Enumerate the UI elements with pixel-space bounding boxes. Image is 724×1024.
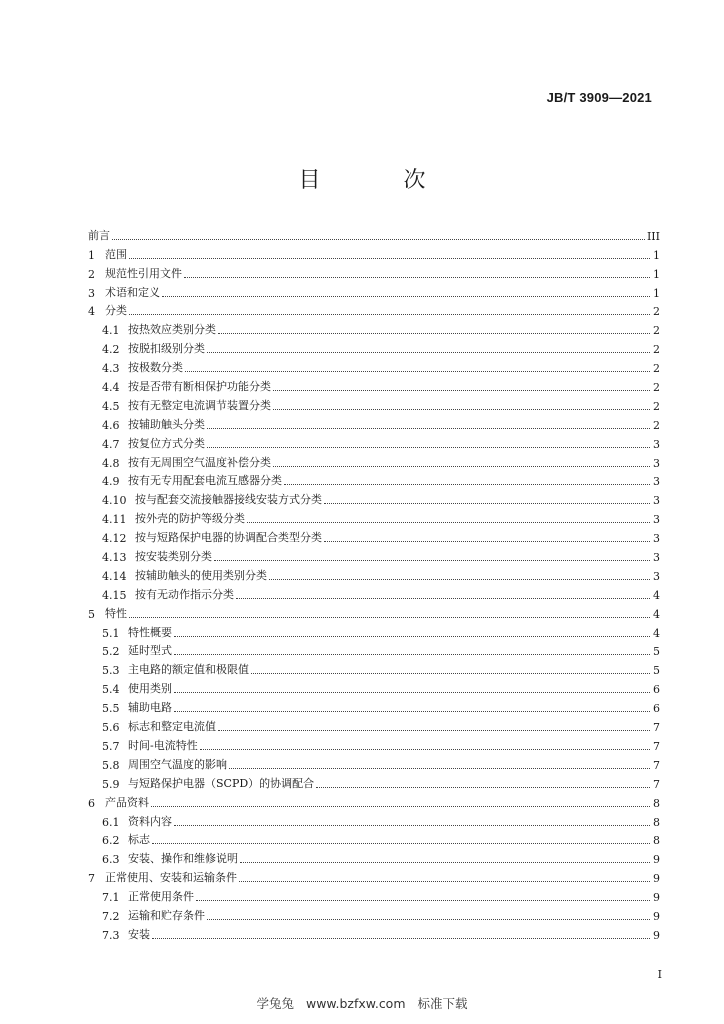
toc-entry-number: 7.3 <box>102 928 120 942</box>
toc-entry-number: 4.2 <box>102 343 120 357</box>
toc-dot-leader <box>273 466 650 467</box>
toc-entry-number: 5.8 <box>102 758 120 772</box>
toc-entry-title: 按有无动作指示分类 <box>135 587 234 601</box>
toc-dot-leader <box>184 277 650 278</box>
toc-entry-number: 4.10 <box>102 494 127 508</box>
toc-entry-title: 安装、操作和维修说明 <box>128 852 238 866</box>
toc-entry-page: 2 <box>653 381 660 395</box>
toc-entry-number: 6.2 <box>102 834 120 848</box>
toc-entry[interactable] <box>88 470 660 489</box>
toc-entry[interactable] <box>88 356 660 375</box>
toc-entry-title: 按是否带有断相保护功能分类 <box>128 380 271 394</box>
toc-entry-page: 2 <box>653 305 660 319</box>
toc-dot-leader <box>207 428 650 429</box>
toc-entry-title: 按外壳的防护等级分类 <box>135 512 245 526</box>
toc-entry-number: 5.3 <box>102 664 120 678</box>
toc-entry[interactable] <box>88 375 660 394</box>
toc-entry[interactable] <box>88 658 660 677</box>
toc-entry[interactable] <box>88 337 660 356</box>
toc-entry[interactable] <box>88 243 660 262</box>
toc-title: 目 次 <box>298 168 464 193</box>
toc-entry-number: 4.1 <box>102 324 120 338</box>
toc-entry-title: 按辅助触头的使用类别分类 <box>135 568 267 582</box>
toc-entry[interactable] <box>88 318 660 337</box>
toc-entry[interactable] <box>88 791 660 810</box>
toc-entry[interactable] <box>88 545 660 564</box>
toc-entry-title: 主电路的额定值和极限值 <box>128 663 249 677</box>
toc-entry-title: 特性 <box>105 606 127 620</box>
toc-entry-title: 产品资料 <box>105 795 149 809</box>
toc-entry[interactable] <box>88 300 660 319</box>
toc-entry-page: III <box>646 229 660 243</box>
toc-entry-page: 4 <box>653 626 660 640</box>
toc-entry-number: 4.4 <box>102 381 120 395</box>
toc-entry-page: 5 <box>653 664 660 678</box>
toc-entry[interactable] <box>88 262 660 281</box>
toc-entry-title: 标志 <box>128 833 150 847</box>
toc-entry-number: 5.6 <box>102 721 120 735</box>
toc-dot-leader <box>200 749 650 750</box>
toc-entry-title: 按有无周围空气温度补偿分类 <box>128 455 271 469</box>
toc-entry-page: 8 <box>653 834 660 848</box>
toc-entry-page: 2 <box>653 362 660 376</box>
toc-entry-number: 4.5 <box>102 399 120 413</box>
toc-dot-leader <box>129 617 650 618</box>
toc-dot-leader <box>218 333 650 334</box>
toc-dot-leader <box>174 711 650 712</box>
toc-entry-number: 1 <box>88 248 95 262</box>
toc-entry[interactable] <box>88 602 660 621</box>
toc-dot-leader <box>174 654 650 655</box>
toc-entry[interactable] <box>88 488 660 507</box>
toc-entry-number: 4.3 <box>102 362 120 376</box>
toc-entry-title: 按与短路保护电器的协调配合类型分类 <box>135 531 322 545</box>
toc-entry-page: 9 <box>653 891 660 905</box>
toc-dot-leader <box>174 636 650 637</box>
toc-dot-leader <box>218 730 650 731</box>
toc-entry-title: 前言 <box>88 228 110 242</box>
toc-entry-title: 按脱扣级别分类 <box>128 342 205 356</box>
toc-entry[interactable] <box>88 696 660 715</box>
toc-entry-page: 3 <box>653 437 660 451</box>
toc-entry[interactable] <box>88 810 660 829</box>
toc-entry-number: 4.15 <box>102 588 127 602</box>
toc-entry[interactable] <box>88 640 660 659</box>
toc-entry-title: 按安装类别分类 <box>135 550 212 564</box>
toc-entry-page: 3 <box>653 494 660 508</box>
toc-entry[interactable] <box>88 772 660 791</box>
toc-entry-title: 与短路保护电器（SCPD）的协调配合 <box>128 776 315 790</box>
toc-dot-leader <box>152 843 650 844</box>
toc-entry[interactable] <box>88 583 660 602</box>
toc-entry[interactable] <box>88 715 660 734</box>
toc-entry-number: 4 <box>88 305 95 319</box>
watermark-text: 学兔兔 www.bzfxw.com 标准下载 <box>256 996 468 1011</box>
toc-dot-leader <box>214 560 650 561</box>
toc-entry-title: 延时型式 <box>128 644 172 658</box>
toc-entry[interactable] <box>88 829 660 848</box>
toc-dot-leader <box>196 900 650 901</box>
toc-entry-title: 按复位方式分类 <box>128 436 205 450</box>
toc-entry-page: 1 <box>653 267 660 281</box>
toc-entry-page: 8 <box>653 796 660 810</box>
toc-entry-page: 9 <box>653 853 660 867</box>
toc-dot-leader <box>273 390 650 391</box>
toc-entry-page: 3 <box>653 475 660 489</box>
toc-entry-title: 范围 <box>105 247 127 261</box>
toc-entry-title: 按有无整定电流调节装置分类 <box>128 398 271 412</box>
toc-entry-page: 7 <box>653 739 660 753</box>
toc-entry-number: 5.1 <box>102 626 120 640</box>
toc-entry-page: 6 <box>653 683 660 697</box>
toc-entry-page: 3 <box>653 551 660 565</box>
toc-entry-number: 6.3 <box>102 853 120 867</box>
toc-entry[interactable] <box>88 621 660 640</box>
toc-entry-number: 4.11 <box>102 513 127 527</box>
toc-entry[interactable] <box>88 413 660 432</box>
toc-entry-number: 6.1 <box>102 815 120 829</box>
toc-entry-page: 3 <box>653 513 660 527</box>
toc-entry[interactable] <box>88 394 660 413</box>
toc-entry-page: 4 <box>653 607 660 621</box>
toc-entry-title: 术语和定义 <box>105 285 160 299</box>
toc-entry[interactable] <box>88 847 660 866</box>
toc-entry[interactable] <box>88 224 660 243</box>
toc-entry[interactable] <box>88 526 660 545</box>
toc-entry[interactable] <box>88 923 660 942</box>
toc-entry-number: 4.7 <box>102 437 120 451</box>
toc-entry-number: 4.6 <box>102 418 120 432</box>
toc-entry-page: 5 <box>653 645 660 659</box>
toc-entry-title: 按热效应类别分类 <box>128 323 216 337</box>
toc-entry-title: 分类 <box>105 304 127 318</box>
toc-entry[interactable] <box>88 753 660 772</box>
toc-entry-page: 9 <box>653 928 660 942</box>
toc-entry-number: 3 <box>88 286 95 300</box>
toc-dot-leader <box>284 484 650 485</box>
toc-entry-number: 5.7 <box>102 739 120 753</box>
toc-dot-leader <box>269 579 650 580</box>
document-code: JB/T 3909—2021 <box>546 90 652 105</box>
toc-entry-title: 使用类别 <box>128 682 172 696</box>
toc-entry-number: 4.9 <box>102 475 120 489</box>
toc-dot-leader <box>129 258 650 259</box>
toc-entry[interactable] <box>88 507 660 526</box>
toc-entry-title: 按有无专用配套电流互感器分类 <box>128 474 282 488</box>
toc-entry-number: 6 <box>88 796 95 810</box>
toc-entry-title: 按极数分类 <box>128 361 183 375</box>
page-number: I <box>657 968 662 981</box>
toc-entry-page: 2 <box>653 324 660 338</box>
toc-entry-page: 7 <box>653 777 660 791</box>
toc-entry-title: 标志和整定电流值 <box>128 720 216 734</box>
toc-entry[interactable] <box>88 734 660 753</box>
toc-dot-leader <box>273 409 650 410</box>
toc-dot-leader <box>316 787 650 788</box>
toc-entry-number: 5.4 <box>102 683 120 697</box>
toc-dot-leader <box>129 314 650 315</box>
toc-entry-page: 3 <box>653 456 660 470</box>
toc-entry-page: 2 <box>653 418 660 432</box>
toc-dot-leader <box>162 296 650 297</box>
toc-entry-number: 4.13 <box>102 551 127 565</box>
toc-entry-number: 7 <box>88 872 95 886</box>
table-of-contents <box>88 224 660 942</box>
toc-entry-page: 9 <box>653 872 660 886</box>
toc-entry-number: 7.1 <box>102 891 120 905</box>
toc-dot-leader <box>324 541 650 542</box>
toc-entry[interactable] <box>88 451 660 470</box>
toc-entry-page: 2 <box>653 399 660 413</box>
toc-dot-leader <box>239 881 650 882</box>
toc-entry-title: 运输和贮存条件 <box>128 908 205 922</box>
toc-dot-leader <box>151 806 650 807</box>
toc-entry-page: 3 <box>653 569 660 583</box>
toc-entry-page: 2 <box>653 343 660 357</box>
toc-entry-title: 时间-电流特性 <box>128 738 198 752</box>
toc-entry-title: 辅助电路 <box>128 701 172 715</box>
toc-entry-title: 周围空气温度的影响 <box>128 757 227 771</box>
toc-dot-leader <box>324 503 650 504</box>
toc-dot-leader <box>207 352 650 353</box>
toc-entry[interactable] <box>88 904 660 923</box>
toc-dot-leader <box>207 447 650 448</box>
toc-entry-title: 安装 <box>128 927 150 941</box>
toc-entry[interactable] <box>88 866 660 885</box>
toc-entry-title: 资料内容 <box>128 814 172 828</box>
toc-entry-number: 5.9 <box>102 777 120 791</box>
toc-entry-page: 4 <box>653 588 660 602</box>
toc-entry-number: 2 <box>88 267 95 281</box>
toc-dot-leader <box>152 938 650 939</box>
toc-entry-number: 5 <box>88 607 95 621</box>
toc-entry-title: 特性概要 <box>128 625 172 639</box>
toc-entry-number: 5.5 <box>102 702 120 716</box>
toc-entry-page: 8 <box>653 815 660 829</box>
toc-entry[interactable] <box>88 281 660 300</box>
toc-entry-page: 3 <box>653 532 660 546</box>
toc-entry-number: 4.12 <box>102 532 127 546</box>
toc-dot-leader <box>185 371 650 372</box>
toc-dot-leader <box>112 239 645 240</box>
toc-entry-page: 1 <box>653 248 660 262</box>
toc-entry-number: 5.2 <box>102 645 120 659</box>
toc-dot-leader <box>229 768 650 769</box>
toc-entry-number: 4.14 <box>102 569 127 583</box>
toc-entry-page: 7 <box>653 758 660 772</box>
toc-dot-leader <box>207 919 650 920</box>
toc-entry[interactable] <box>88 885 660 904</box>
toc-entry[interactable] <box>88 677 660 696</box>
toc-entry-title: 规范性引用文件 <box>105 266 182 280</box>
toc-entry-title: 按与配套交流接触器接线安装方式分类 <box>135 493 322 507</box>
toc-dot-leader <box>174 692 650 693</box>
toc-dot-leader <box>247 522 650 523</box>
toc-dot-leader <box>236 598 650 599</box>
toc-entry[interactable] <box>88 432 660 451</box>
toc-entry-number: 4.8 <box>102 456 120 470</box>
toc-dot-leader <box>240 862 650 863</box>
toc-entry-page: 9 <box>653 909 660 923</box>
toc-entry-title: 正常使用条件 <box>128 890 194 904</box>
toc-entry-number: 7.2 <box>102 909 120 923</box>
toc-entry-page: 7 <box>653 721 660 735</box>
toc-entry-title: 按辅助触头分类 <box>128 417 205 431</box>
toc-entry-page: 6 <box>653 702 660 716</box>
toc-dot-leader <box>174 825 650 826</box>
toc-entry-page: 1 <box>653 286 660 300</box>
toc-entry-title: 正常使用、安装和运输条件 <box>105 871 237 885</box>
toc-entry[interactable] <box>88 564 660 583</box>
toc-dot-leader <box>251 673 650 674</box>
